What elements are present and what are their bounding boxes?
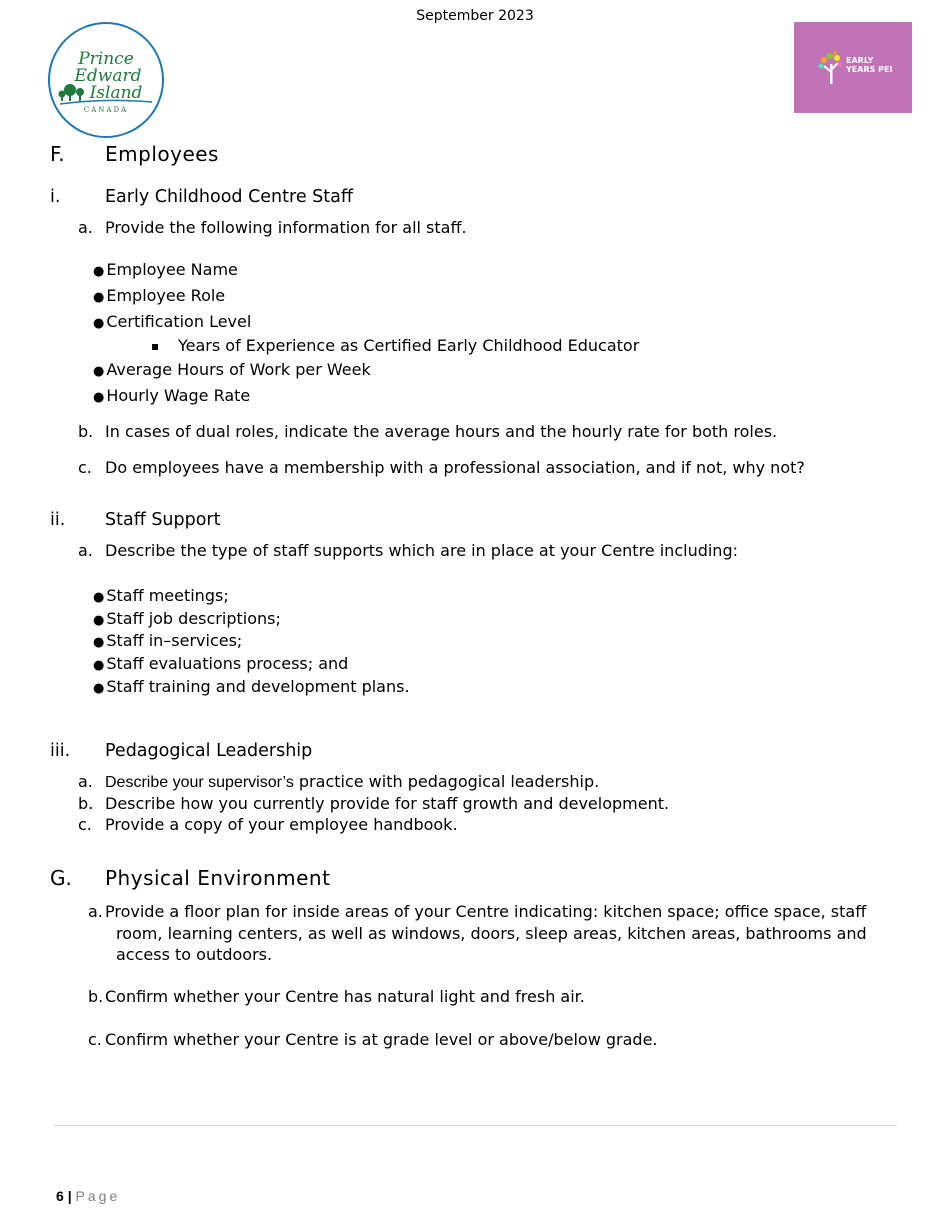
section-g-letter: G. bbox=[50, 866, 72, 890]
section-f-letter: F. bbox=[50, 142, 65, 166]
square-bullet-icon bbox=[152, 344, 158, 350]
item-text: Describe the type of staff supports which are in place at your Centre including: bbox=[105, 541, 738, 560]
item-text: Do employees have a membership with a professional association, and if not, why not? bbox=[105, 458, 805, 477]
section-g-title: Physical Environment bbox=[105, 866, 331, 890]
bullet-icon: ● bbox=[93, 264, 105, 279]
item-text: Provide the following information for all staff. bbox=[105, 218, 467, 237]
item-label: c. bbox=[88, 1030, 102, 1049]
early-years-logo-line1: EARLY bbox=[846, 56, 874, 65]
tree-icon bbox=[816, 50, 846, 86]
bullet-icon: ● bbox=[93, 316, 105, 331]
page-footer bbox=[56, 1188, 120, 1204]
header-date: September 2023 bbox=[416, 8, 534, 24]
early-years-pei-logo bbox=[794, 22, 912, 113]
subsection-i-numeral: i. bbox=[50, 187, 61, 207]
page-word: Page bbox=[75, 1188, 121, 1204]
bullet-icon: ● bbox=[93, 681, 105, 696]
item-text: Describe your supervisor’s practice with pedagogical leadership. bbox=[105, 772, 600, 791]
bullet-list-item: ● Staff meetings; bbox=[93, 586, 229, 605]
early-years-logo-line2: YEARS PEI bbox=[846, 65, 893, 74]
item-label: a. bbox=[78, 772, 93, 791]
item-label: c. bbox=[78, 458, 92, 477]
pei-logo bbox=[46, 20, 166, 140]
item-label: a. bbox=[78, 541, 93, 560]
pei-logo-line3: Island bbox=[89, 83, 143, 103]
item-text: Provide a floor plan for inside areas of your Centre indicating: kitchen space; office space, staff room, learning centers, as well as windows, doors, sleep areas, kitchen areas, bathrooms and access to outdoors. bbox=[105, 902, 867, 964]
item-text: Describe how you currently provide for staff growth and development. bbox=[105, 794, 670, 813]
bullet-icon: ● bbox=[93, 390, 105, 405]
footer-divider bbox=[54, 1125, 897, 1126]
item-label: a. bbox=[78, 218, 93, 237]
sub-bullet-list-item: Years of Experience as Certified Early Childhood Educator bbox=[152, 336, 639, 356]
item-label: b. bbox=[78, 794, 94, 813]
bullet-list-item: ● Hourly Wage Rate bbox=[93, 386, 251, 405]
section-f-title: Employees bbox=[105, 142, 219, 166]
bullet-list-item: ● Staff job descriptions; bbox=[93, 609, 281, 628]
subsection-iii-title: Pedagogical Leadership bbox=[105, 741, 313, 761]
subsection-iii-numeral: iii. bbox=[50, 741, 71, 761]
item-label: b. bbox=[88, 987, 104, 1006]
page-number: 6 bbox=[56, 1188, 64, 1204]
bullet-list-item: ● Average Hours of Work per Week bbox=[93, 360, 371, 379]
item-text: Confirm whether your Centre is at grade level or above/below grade. bbox=[105, 1030, 658, 1049]
item-label: b. bbox=[78, 422, 94, 441]
bullet-icon: ● bbox=[93, 635, 105, 650]
item-text: Confirm whether your Centre has natural light and fresh air. bbox=[105, 987, 585, 1006]
subsection-i-title: Early Childhood Centre Staff bbox=[105, 187, 353, 207]
item-text: In cases of dual roles, indicate the average hours and the hourly rate for both roles. bbox=[105, 422, 778, 441]
pei-logo-line2: Edward bbox=[74, 66, 142, 86]
bullet-list-item: ● Staff in–services; bbox=[93, 631, 243, 650]
item-text: Provide a copy of your employee handbook. bbox=[105, 815, 458, 834]
subsection-ii-title: Staff Support bbox=[105, 510, 221, 530]
pei-logo-subtitle: CANADA bbox=[83, 106, 129, 114]
bullet-list-item: ● Staff training and development plans. bbox=[93, 677, 410, 696]
pei-logo-line1: Prince bbox=[78, 49, 134, 69]
item-label: a. bbox=[88, 902, 103, 921]
bullet-icon: ● bbox=[93, 613, 105, 628]
page-separator: | bbox=[67, 1188, 72, 1204]
subsection-ii-numeral: ii. bbox=[50, 510, 66, 530]
bullet-list-item: ● Staff evaluations process; and bbox=[93, 654, 349, 673]
bullet-list-item: ● Certification Level bbox=[93, 312, 252, 331]
bullet-icon: ● bbox=[93, 290, 105, 305]
bullet-icon: ● bbox=[93, 590, 105, 605]
bullet-icon: ● bbox=[93, 364, 105, 379]
item-label: c. bbox=[78, 815, 92, 834]
bullet-list-item: ● Employee Name bbox=[93, 260, 238, 279]
bullet-list-item: ● Employee Role bbox=[93, 286, 226, 305]
bullet-icon: ● bbox=[93, 658, 105, 673]
